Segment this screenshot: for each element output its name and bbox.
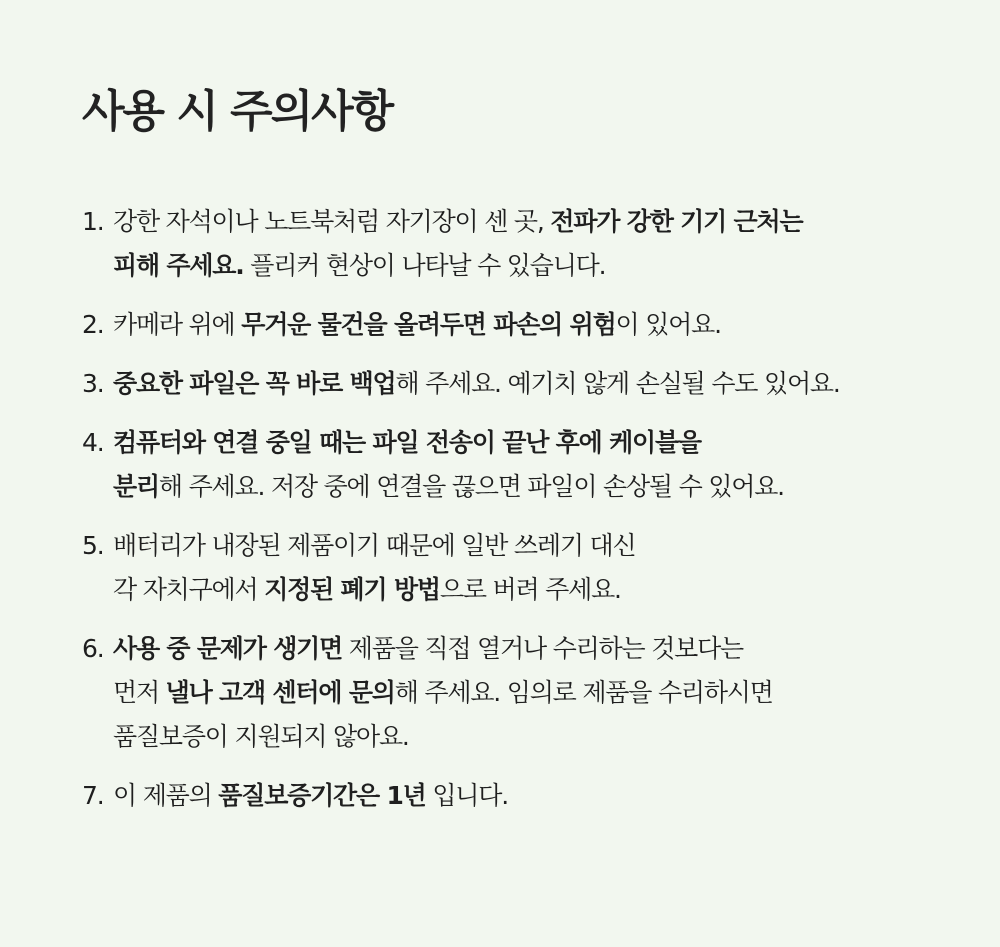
body-text: 이 있어요. [615, 310, 721, 339]
body-text: 해 주세요. 임의로 제품을 수리하시면 [394, 678, 773, 707]
body-text: 배터리가 내장된 제품이기 때문에 일반 쓰레기 대신 [113, 531, 636, 560]
item-line [113, 627, 840, 671]
emphasis-text: 무거운 물건을 올려두면 파손의 위험 [241, 310, 616, 339]
emphasis-text: 피해 주세요. [113, 251, 244, 280]
item-line [113, 774, 840, 818]
notice-item [82, 524, 840, 612]
body-text: 해 주세요. 저장 중에 연결을 끊으면 파일이 손상될 수 있어요. [158, 472, 784, 501]
body-text: 품질보증이 지원되지 않아요. [113, 722, 409, 751]
body-text: 으로 버려 주세요. [439, 575, 621, 604]
body-text: 플리커 현상이 나타날 수 있습니다. [243, 251, 606, 280]
body-text: 각 자치구에서 [113, 575, 265, 604]
item-number: 1. [82, 207, 104, 236]
body-text: 입니다. [425, 781, 508, 810]
page-title: 사용 시 주의사항 [82, 86, 393, 137]
item-line [113, 715, 840, 759]
notice-item [82, 362, 840, 406]
body-text: 해 주세요. 예기치 않게 손실될 수도 있어요. [395, 369, 840, 398]
item-line [113, 524, 840, 568]
notice-item [82, 200, 840, 288]
emphasis-text: 컴퓨터와 연결 중일 때는 파일 전송이 끝난 후에 케이블을 [113, 428, 701, 457]
item-line [113, 421, 840, 465]
emphasis-text: 중요한 파일은 꼭 바로 백업 [113, 369, 396, 398]
body-text: 강한 자석이나 노트북처럼 자기장이 센 곳, [113, 207, 551, 236]
item-line [113, 362, 840, 406]
notice-item [82, 774, 840, 818]
notice-item [82, 627, 840, 759]
item-number: 2. [82, 310, 104, 339]
emphasis-text: 전파가 강한 기기 근처는 [550, 207, 803, 236]
item-number: 3. [82, 369, 104, 398]
body-text: 이 제품의 [113, 781, 219, 810]
emphasis-text: 지정된 폐기 방법 [264, 575, 440, 604]
body-text: 카메라 위에 [113, 310, 242, 339]
emphasis-text: 품질보증기간은 1년 [218, 781, 426, 810]
item-line [113, 303, 840, 347]
notice-item [82, 303, 840, 347]
notice-list [82, 200, 840, 818]
item-number: 7. [82, 781, 104, 810]
item-line [113, 568, 840, 612]
emphasis-text: 낼나 고객 센터에 문의 [165, 678, 395, 707]
emphasis-text: 분리 [113, 472, 159, 501]
item-number: 5. [82, 531, 104, 560]
body-text: 먼저 [113, 678, 166, 707]
item-number: 4. [82, 428, 104, 457]
emphasis-text: 사용 중 문제가 생기면 [113, 634, 343, 663]
item-line [113, 671, 840, 715]
item-line [113, 244, 840, 288]
item-line [113, 465, 840, 509]
body-text: 제품을 직접 열거나 수리하는 것보다는 [342, 634, 743, 663]
item-number: 6. [82, 634, 104, 663]
item-line [113, 200, 840, 244]
notice-item [82, 421, 840, 509]
